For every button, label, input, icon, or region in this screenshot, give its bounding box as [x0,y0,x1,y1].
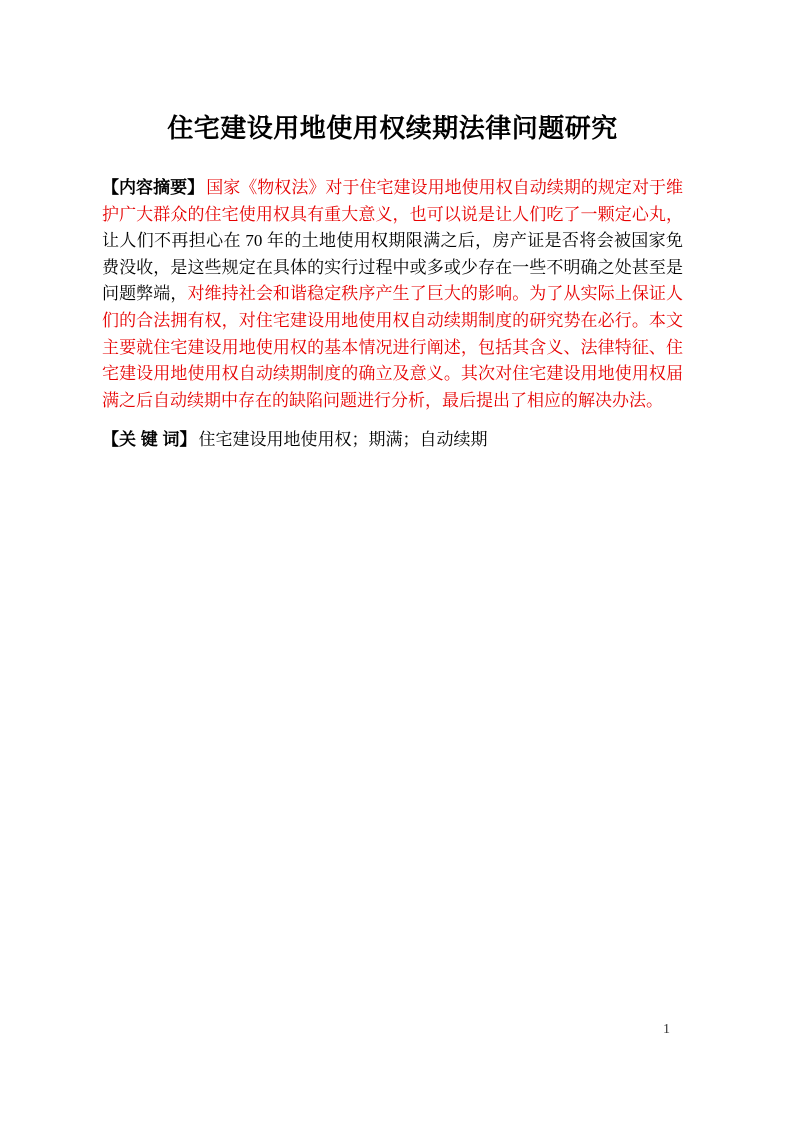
keywords-paragraph [102,427,683,454]
page-number: 1 [663,1022,670,1037]
abstract-paragraph [102,175,683,414]
abstract-segment: 国家《物权法》对于住宅建设用地使用权自动续期的规定对于维护广大群众的住宅使用权具有重大意义，也可以说是让人们吃了一颗定心丸， [102,178,684,224]
abstract-segment: 对维持社会和谐稳定秩序产生了巨大的影响。为了从实际上保证人们的合法拥有权，对住宅建设用地使用权自动续期制度的研究势在必行。本文主要就住宅建设用地使用权的基本情况进行阐述，包括其含义、法律特征、住宅建设用地使用权自动续期制度的确立及意义。其次对住宅建设用地使用权届满之后自动续期中存在的缺陷问题进行分析，最后提出了相应的解决办法。 [102,284,684,410]
keywords-text: 住宅建设用地使用权；期满；自动续期 [198,430,488,449]
document-title: 住宅建设用地使用权续期法律问题研究 [167,114,618,143]
abstract-label: 【内容摘要】 [102,178,205,197]
abstract-text [102,178,683,410]
abstract-segment: 让人们不再担心在 70 年的土地使用权期限满之后，房产证是否将会被国家免费没收，是这些规定在具体的实行过程中或多或少存在一些不明确之处甚至是问题弊端， [102,231,683,304]
keywords-label: 【关 键 词】 [102,430,197,449]
